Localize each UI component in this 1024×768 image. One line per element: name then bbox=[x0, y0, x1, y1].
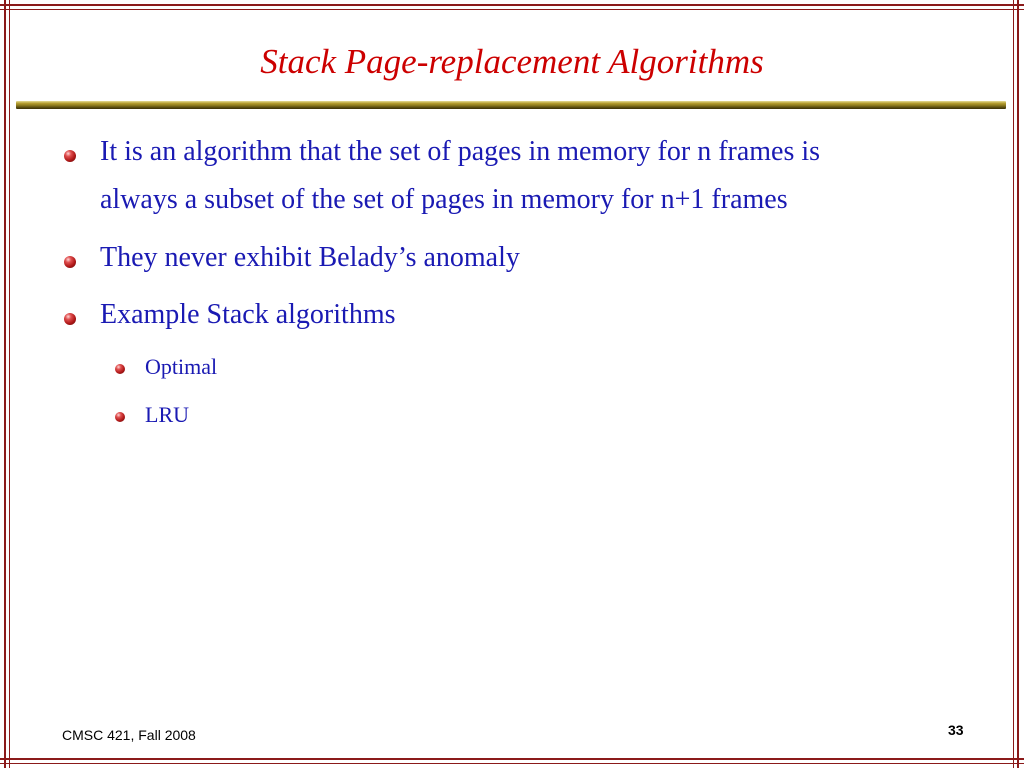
sub-bullet-icon bbox=[115, 364, 125, 374]
slide-title: Stack Page-replacement Algorithms bbox=[260, 42, 764, 81]
bullet-text: They never exhibit Belady’s anomaly bbox=[100, 242, 520, 273]
bullet-icon bbox=[64, 313, 76, 325]
sub-bullet-text: Optimal bbox=[145, 354, 218, 379]
sub-bullet-text: LRU bbox=[145, 402, 189, 427]
footer-course: CMSC 421, Fall 2008 bbox=[62, 727, 196, 743]
bullet-text-continued: always a subset of the set of pages in memory for n+1 frames bbox=[100, 184, 788, 215]
sub-bullet-icon bbox=[115, 412, 125, 422]
bullet-text: Example Stack algorithms bbox=[100, 299, 396, 330]
bullet-icon bbox=[64, 256, 76, 268]
footer-page-number: 33 bbox=[948, 722, 964, 738]
bullet-text: It is an algorithm that the set of pages in memory for n frames is bbox=[100, 136, 821, 167]
bullet-icon bbox=[64, 150, 76, 162]
